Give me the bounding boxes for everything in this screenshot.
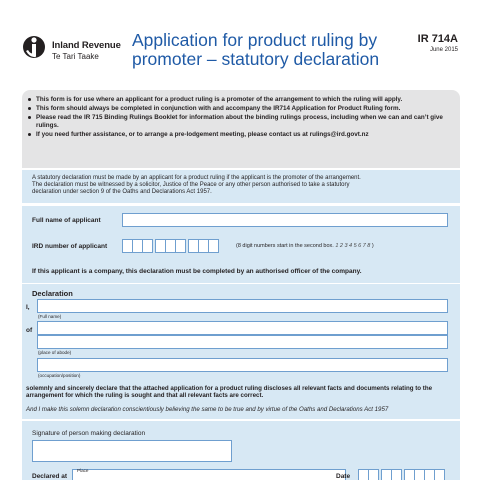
org-maori-name: Te Tari Taake [52, 52, 99, 61]
bullet-icon [28, 98, 31, 101]
page-title [132, 31, 402, 69]
date-digit-box[interactable] [368, 469, 379, 480]
occupation-caption: (occupation/position) [38, 373, 81, 378]
ird-digit-box[interactable] [142, 239, 153, 253]
intro-text: A statutory declaration must be made by an applicant for a product ruling if the applicant is the promoter of the arrangement. The declaration must be witnessed by a solicitor, Justice of the Peace or any other person authorised to take a statutory declaration under section 9 of the Oaths and Declarations Act 1957. [22, 169, 460, 203]
declaration-heading: Declaration [32, 289, 73, 298]
abode-field-line-1[interactable] [37, 321, 448, 335]
full-name-label: Full name of applicant [32, 217, 101, 224]
date-digit-box[interactable] [391, 469, 402, 480]
abode-caption: (place of abode) [38, 350, 72, 355]
ird-number-label: IRD number of applicant [32, 243, 108, 250]
ird-digit-box[interactable] [175, 239, 186, 253]
contact-email-link[interactable]: rulings@ird.govt.nz [309, 131, 369, 139]
inland-revenue-logo [22, 32, 132, 72]
bullet-icon [28, 116, 31, 119]
note-item-contact: If you need further assistance, or to arrange a pre-lodgement meeting, please contact us at rulings@ird.govt.nz [30, 131, 450, 139]
ird-hint: (8 digit numbers start in the second box. 12345678) [236, 243, 374, 249]
declared-at-place-field[interactable] [72, 469, 346, 480]
date-label: Date [336, 473, 351, 480]
title-line-2: promoter – statutory declaration [132, 49, 380, 69]
note-item: This form is for use where an applicant for a product ruling is a promoter of the arrangement to which the ruling will apply. [30, 96, 450, 104]
form-header [0, 0, 480, 88]
company-note: If this applicant is a company, this declaration must be completed by an authorised officer of the company. [32, 268, 362, 275]
inland-revenue-logo-mark-icon [22, 32, 46, 62]
applicant-section [22, 205, 460, 283]
bullet-icon [28, 133, 31, 136]
occupation-field[interactable] [37, 358, 448, 372]
bullet-icon [28, 107, 31, 110]
full-name-caption: (Full name) [38, 314, 62, 319]
ird-digit-box[interactable] [208, 239, 219, 253]
solemn-declaration-text: solemnly and sincerely declare that the attached application for a product ruling discloses all relevant facts and documents relating to the arrangement for which the ruling is sought and that all relevant facts are correct. [26, 385, 433, 400]
note-item: This form should always be completed in conjunction with and accompany the IR714 Application for Product Ruling form. [30, 105, 450, 113]
note-item: Please read the IR 715 Binding Rulings Booklet for information about the binding rulings process, including when we can and can’t give rulings. [30, 114, 450, 129]
declarant-full-name-field[interactable] [37, 299, 448, 313]
applicant-full-name-field[interactable] [122, 213, 448, 227]
place-caption: Place [77, 468, 89, 473]
declaration-section [22, 283, 460, 419]
signature-label: Signature of person making declaration [32, 430, 146, 437]
signature-section [22, 420, 460, 480]
org-name: Inland Revenue [52, 40, 121, 51]
declared-at-label: Declared at [32, 473, 68, 480]
signature-field[interactable] [32, 440, 232, 462]
ird-number-boxes[interactable] [122, 239, 218, 253]
date-boxes[interactable] [358, 469, 444, 480]
form-date: June 2015 [429, 47, 458, 53]
notes-box [22, 90, 460, 168]
of-label: of [26, 327, 33, 334]
form-code: IR 714A [417, 33, 458, 45]
abode-field-line-2[interactable] [37, 335, 448, 349]
solemn-declaration-italic: And I make this solemn declaration conscientiously believing the same to be true and by virtue of the Oaths and Declarations Act 1957 [26, 406, 389, 413]
title-line-1: Application for product ruling by [132, 30, 378, 50]
date-digit-box[interactable] [434, 469, 445, 480]
i-label: I, [26, 304, 30, 311]
